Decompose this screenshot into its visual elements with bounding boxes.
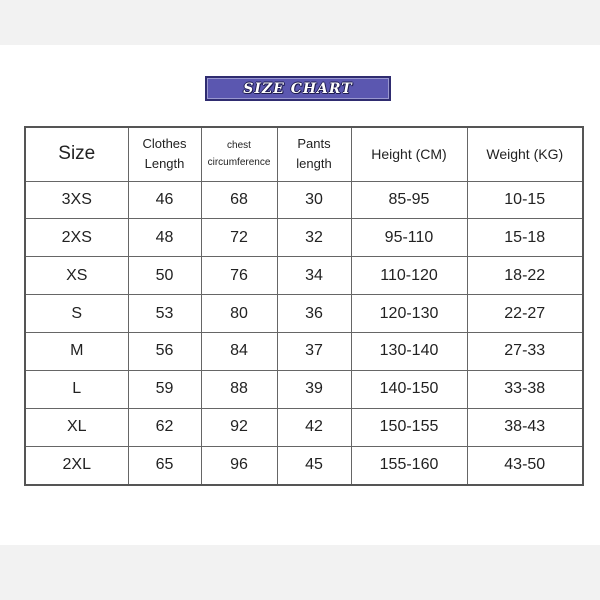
cell-height: 150-155 <box>351 408 467 446</box>
header-clothes-line1: Clothes <box>142 136 187 152</box>
cell-weight: 38-43 <box>467 408 583 446</box>
cell-height: 120-130 <box>351 295 467 333</box>
cell-weight: 43-50 <box>467 446 583 485</box>
cell-clothes-length: 48 <box>128 219 201 257</box>
header-row <box>25 127 583 181</box>
table-row <box>25 333 583 371</box>
cell-clothes-length: 59 <box>128 370 201 408</box>
cell-height: 95-110 <box>351 219 467 257</box>
table-row <box>25 181 583 219</box>
cell-size: M <box>25 333 128 371</box>
cell-weight: 18-22 <box>467 257 583 295</box>
cell-size: L <box>25 370 128 408</box>
table-row <box>25 257 583 295</box>
header-chest-line1: chest <box>227 140 251 152</box>
cell-size: 3XS <box>25 181 128 219</box>
cell-chest: 68 <box>201 181 277 219</box>
cell-weight: 10-15 <box>467 181 583 219</box>
cell-chest: 72 <box>201 219 277 257</box>
header-pants-line1: Pants <box>297 136 331 152</box>
cell-height: 140-150 <box>351 370 467 408</box>
cell-weight: 15-18 <box>467 219 583 257</box>
cell-chest: 88 <box>201 370 277 408</box>
cell-chest: 84 <box>201 333 277 371</box>
cell-pants-length: 39 <box>277 370 351 408</box>
cell-size: XS <box>25 257 128 295</box>
table-row <box>25 219 583 257</box>
header-weight-label: Weight (KG) <box>486 146 564 163</box>
cell-pants-length: 36 <box>277 295 351 333</box>
header-clothes-length <box>128 127 201 181</box>
cell-weight: 22-27 <box>467 295 583 333</box>
cell-chest: 76 <box>201 257 277 295</box>
cell-size: S <box>25 295 128 333</box>
size-chart-banner <box>205 76 391 101</box>
table-row <box>25 295 583 333</box>
cell-clothes-length: 50 <box>128 257 201 295</box>
cell-pants-length: 34 <box>277 257 351 295</box>
cell-size: XL <box>25 408 128 446</box>
header-chest-circumference <box>201 127 277 181</box>
cell-pants-length: 45 <box>277 446 351 485</box>
header-height-label: Height (CM) <box>371 146 447 163</box>
size-table <box>24 126 584 486</box>
cell-height: 110-120 <box>351 257 467 295</box>
cell-pants-length: 42 <box>277 408 351 446</box>
cell-height: 130-140 <box>351 333 467 371</box>
header-height <box>351 127 467 181</box>
cell-pants-length: 37 <box>277 333 351 371</box>
table-row <box>25 408 583 446</box>
cell-height: 155-160 <box>351 446 467 485</box>
cell-clothes-length: 53 <box>128 295 201 333</box>
cell-clothes-length: 62 <box>128 408 201 446</box>
header-chest-line2: circumference <box>207 157 271 169</box>
cell-chest: 80 <box>201 295 277 333</box>
cell-pants-length: 30 <box>277 181 351 219</box>
cell-pants-length: 32 <box>277 219 351 257</box>
cell-clothes-length: 46 <box>128 181 201 219</box>
cell-weight: 33-38 <box>467 370 583 408</box>
cell-size: 2XL <box>25 446 128 485</box>
table-row <box>25 370 583 408</box>
table-row <box>25 446 583 485</box>
header-clothes-line2: Length <box>144 156 185 172</box>
cell-clothes-length: 56 <box>128 333 201 371</box>
header-size <box>25 127 128 181</box>
cell-size: 2XS <box>25 219 128 257</box>
cell-clothes-length: 65 <box>128 446 201 485</box>
cell-chest: 92 <box>201 408 277 446</box>
cell-weight: 27-33 <box>467 333 583 371</box>
header-weight <box>467 127 583 181</box>
header-pants-line2: length <box>296 156 332 172</box>
banner-title: SIZE CHART <box>243 80 353 97</box>
header-pants-length <box>277 127 351 181</box>
cell-height: 85-95 <box>351 181 467 219</box>
cell-chest: 96 <box>201 446 277 485</box>
header-size-label: Size <box>58 143 96 165</box>
